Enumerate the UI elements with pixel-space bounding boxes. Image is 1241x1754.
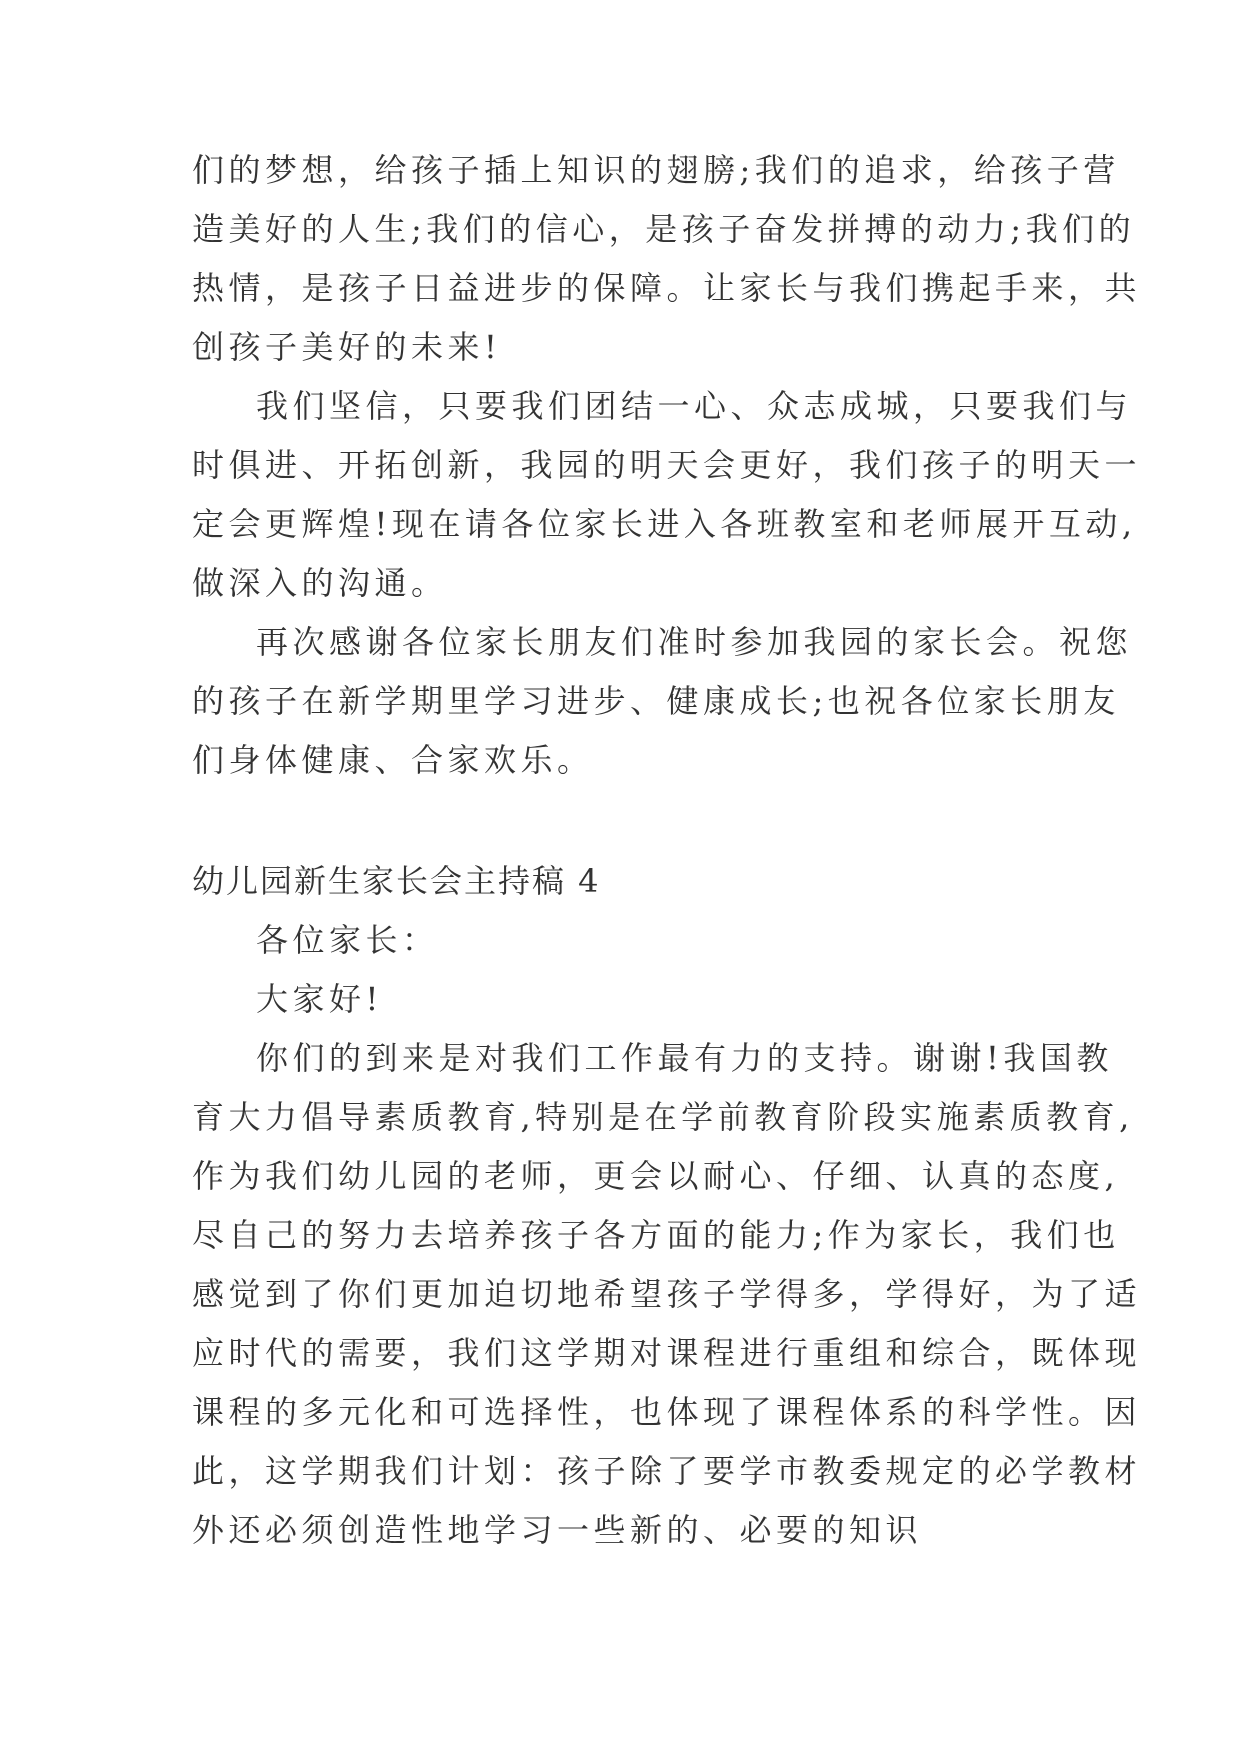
section2-body	[192, 911, 1142, 1560]
text-line: 定会更辉煌!现在请各位家长进入各班教室和老师展开互动,	[192, 505, 1137, 543]
section1-paragraph-2	[192, 377, 1142, 613]
text-line: 我们坚信，只要我们团结一心、众志成城，只要我们与	[256, 387, 1133, 425]
text-line: 应时代的需要，我们这学期对课程进行重组和综合，既体现	[192, 1334, 1142, 1372]
section1-paragraph-3	[192, 613, 1133, 790]
section1-paragraph-1	[192, 141, 1142, 377]
text-line: 热情，是孩子日益进步的保障。让家长与我们携起手来，共	[192, 269, 1142, 307]
text-line: 课程的多元化和可选择性，也体现了课程体系的科学性。因	[192, 1393, 1142, 1431]
text-line: 作为我们幼儿园的老师，更会以耐心、仔细、认真的态度,	[192, 1157, 1120, 1195]
text-line: 你们的到来是对我们工作最有力的支持。谢谢!我国教	[256, 1039, 1113, 1077]
text-line: 此，这学期我们计划：孩子除了要学市教委规定的必学教材	[192, 1452, 1142, 1490]
text-line: 创孩子美好的未来!	[192, 328, 502, 366]
text-line: 外还必须创造性地学习一些新的、必要的知识	[192, 1511, 923, 1549]
text-line: 再次感谢各位家长朋友们准时参加我园的家长会。祝您	[256, 623, 1133, 661]
greeting-line: 各位家长：	[256, 921, 439, 959]
text-line: 造美好的人生;我们的信心，是孩子奋发拼搏的动力;我们的	[192, 210, 1136, 248]
text-line: 时俱进、开拓创新，我园的明天会更好，我们孩子的明天一	[192, 446, 1142, 484]
section-title: 幼儿园新生家长会主持稿 4	[192, 862, 601, 900]
text-line: 们的梦想，给孩子插上知识的翅膀;我们的追求，给孩子营	[192, 151, 1120, 189]
text-line: 的孩子在新学期里学习进步、健康成长;也祝各位家长朋友	[192, 682, 1120, 720]
hello-line: 大家好!	[256, 980, 383, 1018]
text-line: 们身体健康、合家欢乐。	[192, 741, 594, 779]
text-line: 做深入的沟通。	[192, 564, 448, 602]
text-line: 尽自己的努力去培养孩子各方面的能力;作为家长，我们也	[192, 1216, 1120, 1254]
text-line: 感觉到了你们更加迫切地希望孩子学得多，学得好，为了适	[192, 1275, 1142, 1313]
text-line: 育大力倡导素质教育,特别是在学前教育阶段实施素质教育,	[192, 1098, 1134, 1136]
